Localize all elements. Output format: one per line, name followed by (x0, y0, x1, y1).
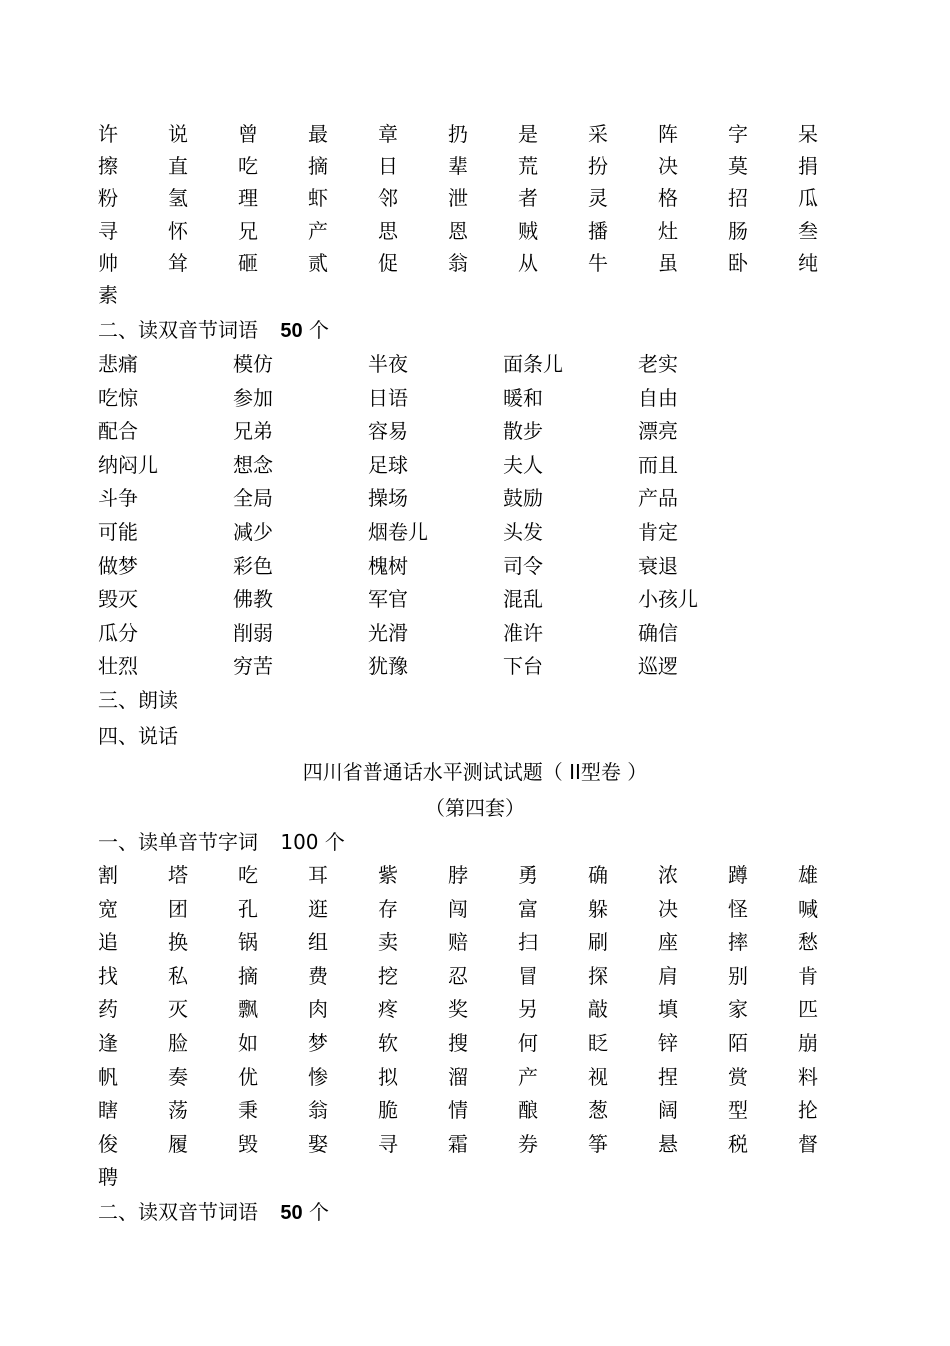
word-cell: 而且 (638, 452, 678, 477)
char-cell: 寻 (98, 218, 118, 243)
char-cell: 摔 (728, 930, 748, 955)
char-cell: 填 (658, 997, 678, 1022)
char-cell: 阵 (658, 122, 678, 146)
word-cell: 漂亮 (638, 419, 678, 444)
heading-text: 一、读单音节字词 (98, 830, 258, 854)
heading-unit: 个 (324, 830, 345, 854)
char-cell: 费 (308, 963, 328, 988)
char-cell: 组 (308, 930, 328, 955)
char-cell: 雄 (798, 863, 818, 887)
char-cell: 找 (98, 963, 118, 988)
char-cell: 探 (588, 963, 608, 988)
char-cell: 紫 (378, 863, 398, 887)
word-cell: 兄弟 (233, 419, 273, 444)
char-cell: 刷 (588, 930, 608, 955)
char-cell: 视 (588, 1064, 608, 1089)
word-cell: 纳闷儿 (98, 452, 158, 477)
char-cell: 瓜 (798, 186, 818, 211)
word-cell: 下台 (503, 654, 543, 679)
char-cell: 灵 (588, 186, 608, 211)
word-cell: 半夜 (368, 352, 408, 376)
char-cell: 聘 (98, 1165, 118, 1190)
char-cell: 摘 (238, 963, 258, 988)
char-cell: 捐 (798, 154, 818, 179)
char-cell: 促 (378, 250, 398, 275)
char-cell: 吃 (238, 154, 258, 179)
word-cell: 小孩儿 (638, 587, 698, 612)
char-cell: 脆 (378, 1098, 398, 1123)
heading-single-syllable (98, 828, 345, 856)
char-cell: 寻 (378, 1131, 398, 1156)
char-cell: 抡 (798, 1098, 818, 1123)
char-cell: 何 (518, 1031, 538, 1055)
char-cell: 匹 (798, 997, 818, 1022)
char-cell: 格 (658, 186, 678, 211)
char-cell: 肠 (728, 218, 748, 243)
word-cell: 斗争 (98, 486, 138, 511)
word-cell: 全局 (233, 486, 273, 511)
char-cell: 割 (98, 863, 118, 887)
char-cell: 曾 (238, 122, 258, 146)
word-cell: 产品 (638, 486, 678, 511)
word-cell: 壮烈 (98, 654, 138, 679)
word-cell: 做梦 (98, 553, 138, 578)
word-cell: 司令 (503, 553, 543, 578)
char-cell: 肩 (658, 963, 678, 988)
char-cell: 耳 (308, 863, 328, 887)
char-cell: 挖 (378, 963, 398, 988)
char-cell: 呆 (798, 122, 818, 146)
char-cell: 日 (378, 154, 398, 179)
heading-text: 二、读双音节词语 (98, 1200, 258, 1224)
char-cell: 章 (378, 122, 398, 146)
char-cell: 溜 (448, 1064, 468, 1089)
char-cell: 拟 (378, 1064, 398, 1089)
char-cell: 孔 (238, 896, 258, 921)
char-cell: 播 (588, 218, 608, 243)
word-cell: 模仿 (233, 352, 273, 376)
char-cell: 愁 (798, 930, 818, 955)
word-cell: 瓜分 (98, 620, 138, 645)
char-cell: 邻 (378, 186, 398, 211)
test-subtitle: （第四套） (425, 796, 525, 820)
char-cell: 耸 (168, 250, 188, 275)
char-cell: 从 (518, 250, 538, 275)
char-cell: 悬 (658, 1131, 678, 1156)
char-cell: 决 (658, 154, 678, 179)
char-cell: 宽 (98, 896, 118, 921)
char-cell: 奏 (168, 1064, 188, 1089)
word-cell: 自由 (638, 385, 678, 410)
word-cell: 容易 (368, 419, 408, 444)
test-title: 四川省普通话水平测试试题（ II型卷 ） (302, 760, 648, 784)
char-cell: 座 (658, 930, 678, 955)
char-cell: 辈 (448, 154, 468, 179)
char-cell: 粉 (98, 186, 118, 211)
char-cell: 帆 (98, 1064, 118, 1089)
char-cell: 敲 (588, 997, 608, 1022)
word-cell: 配合 (98, 419, 138, 444)
char-cell: 卖 (378, 930, 398, 955)
char-cell: 如 (238, 1031, 258, 1055)
char-cell: 虾 (308, 186, 328, 211)
char-cell: 履 (168, 1131, 188, 1156)
char-cell: 霜 (448, 1131, 468, 1156)
char-cell: 药 (98, 997, 118, 1022)
heading-count: 50 (280, 320, 303, 342)
char-cell: 飘 (238, 997, 258, 1022)
char-cell: 叁 (798, 218, 818, 243)
char-cell: 眨 (588, 1031, 608, 1055)
char-cell: 素 (98, 283, 118, 307)
char-cell: 喊 (798, 896, 818, 921)
char-cell: 扮 (588, 154, 608, 179)
word-cell: 槐树 (368, 553, 408, 578)
char-cell: 脖 (448, 863, 468, 887)
char-cell: 肉 (308, 997, 328, 1022)
word-cell: 想念 (233, 452, 273, 477)
char-cell: 躲 (588, 896, 608, 921)
char-cell: 陌 (728, 1031, 748, 1055)
char-cell: 俊 (98, 1131, 118, 1156)
word-cell: 确信 (638, 620, 678, 645)
word-cell: 足球 (368, 452, 408, 477)
char-cell: 肯 (798, 963, 818, 988)
word-cell: 巡逻 (638, 654, 678, 679)
char-cell: 另 (518, 997, 538, 1022)
char-cell: 扔 (448, 122, 468, 146)
char-cell: 别 (728, 963, 748, 988)
char-cell: 思 (378, 218, 398, 243)
char-cell: 卧 (728, 250, 748, 275)
char-cell: 塔 (168, 863, 188, 887)
heading-count: 100 (280, 830, 319, 854)
char-cell: 富 (518, 896, 538, 921)
word-cell: 日语 (368, 385, 408, 410)
word-cell: 吃惊 (98, 385, 138, 410)
char-cell: 最 (308, 122, 328, 146)
heading-count: 50 (280, 1202, 303, 1224)
char-cell: 者 (518, 186, 538, 211)
char-cell: 恩 (448, 218, 468, 243)
char-cell: 脸 (168, 1031, 188, 1055)
char-cell: 翁 (448, 250, 468, 275)
char-cell: 阔 (658, 1098, 678, 1123)
word-cell: 削弱 (233, 620, 273, 645)
word-cell: 暖和 (503, 385, 543, 410)
char-cell: 私 (168, 963, 188, 988)
char-cell: 酿 (518, 1098, 538, 1123)
word-cell: 参加 (233, 385, 273, 410)
char-cell: 泄 (448, 186, 468, 211)
char-cell: 料 (798, 1064, 818, 1089)
char-cell: 券 (518, 1131, 538, 1156)
char-cell: 贰 (308, 250, 328, 275)
char-cell: 扫 (518, 930, 538, 955)
char-cell: 筝 (588, 1131, 608, 1156)
char-cell: 软 (378, 1031, 398, 1055)
char-cell: 蹲 (728, 863, 748, 887)
char-cell: 督 (798, 1131, 818, 1156)
char-cell: 梦 (308, 1031, 328, 1055)
char-cell: 虽 (658, 250, 678, 275)
char-cell: 闯 (448, 896, 468, 921)
word-cell: 穷苦 (233, 654, 273, 679)
heading-unit: 个 (308, 1200, 329, 1224)
heading-two-syllable-words-b (98, 1198, 329, 1226)
char-cell: 团 (168, 896, 188, 921)
word-cell: 老实 (638, 352, 678, 376)
heading-speaking: 四、说话 (98, 724, 178, 748)
char-cell: 荒 (518, 154, 538, 179)
char-cell: 型 (728, 1098, 748, 1123)
char-cell: 疼 (378, 997, 398, 1022)
char-cell: 产 (518, 1064, 538, 1089)
word-cell: 混乱 (503, 587, 543, 612)
heading-reading: 三、朗读 (98, 688, 178, 712)
char-cell: 毁 (238, 1131, 258, 1156)
char-cell: 纯 (798, 250, 818, 275)
char-cell: 税 (728, 1131, 748, 1156)
char-cell: 直 (168, 154, 188, 179)
char-cell: 贼 (518, 218, 538, 243)
char-cell: 决 (658, 896, 678, 921)
heading-two-syllable-words (98, 316, 329, 344)
char-cell: 摘 (308, 154, 328, 179)
char-cell: 赏 (728, 1064, 748, 1089)
heading-unit: 个 (308, 318, 329, 342)
char-cell: 奖 (448, 997, 468, 1022)
char-cell: 逢 (98, 1031, 118, 1055)
word-cell: 光滑 (368, 620, 408, 645)
char-cell: 怀 (168, 218, 188, 243)
char-cell: 冒 (518, 963, 538, 988)
char-cell: 秉 (238, 1098, 258, 1123)
word-cell: 犹豫 (368, 654, 408, 679)
char-cell: 锅 (238, 930, 258, 955)
word-cell: 彩色 (233, 553, 273, 578)
char-cell: 说 (168, 122, 188, 146)
word-cell: 肯定 (638, 520, 678, 544)
char-cell: 逛 (308, 896, 328, 921)
char-cell: 换 (168, 930, 188, 955)
char-cell: 砸 (238, 250, 258, 275)
word-cell: 头发 (503, 520, 543, 544)
word-cell: 减少 (233, 520, 273, 544)
char-cell: 捏 (658, 1064, 678, 1089)
char-cell: 惨 (308, 1064, 328, 1089)
char-cell: 浓 (658, 863, 678, 887)
char-cell: 怪 (728, 896, 748, 921)
char-cell: 家 (728, 997, 748, 1022)
word-cell: 鼓励 (503, 486, 543, 511)
char-cell: 优 (238, 1064, 258, 1089)
word-cell: 毁灭 (98, 587, 138, 612)
char-cell: 葱 (588, 1098, 608, 1123)
word-cell: 军官 (368, 587, 408, 612)
word-cell: 准许 (503, 620, 543, 645)
char-cell: 赔 (448, 930, 468, 955)
char-cell: 牛 (588, 250, 608, 275)
char-cell: 采 (588, 122, 608, 146)
char-cell: 吃 (238, 863, 258, 887)
char-cell: 忍 (448, 963, 468, 988)
word-cell: 悲痛 (98, 352, 138, 376)
char-cell: 招 (728, 186, 748, 211)
char-cell: 情 (448, 1098, 468, 1123)
word-cell: 佛教 (233, 587, 273, 612)
char-cell: 崩 (798, 1031, 818, 1055)
word-cell: 衰退 (638, 553, 678, 578)
char-cell: 擦 (98, 154, 118, 179)
char-cell: 搜 (448, 1031, 468, 1055)
char-cell: 娶 (308, 1131, 328, 1156)
char-cell: 锌 (658, 1031, 678, 1055)
char-cell: 存 (378, 896, 398, 921)
char-cell: 许 (98, 122, 118, 146)
word-cell: 夫人 (503, 452, 543, 477)
word-cell: 烟卷儿 (368, 520, 428, 544)
char-cell: 莫 (728, 154, 748, 179)
char-cell: 氢 (168, 186, 188, 211)
word-cell: 面条儿 (503, 352, 563, 376)
char-cell: 兄 (238, 218, 258, 243)
char-cell: 灭 (168, 997, 188, 1022)
word-cell: 可能 (98, 520, 138, 544)
char-cell: 产 (308, 218, 328, 243)
heading-text: 二、读双音节词语 (98, 318, 258, 342)
char-cell: 确 (588, 863, 608, 887)
word-cell: 散步 (503, 419, 543, 444)
char-cell: 是 (518, 122, 538, 146)
char-cell: 追 (98, 930, 118, 955)
char-cell: 帅 (98, 250, 118, 275)
char-cell: 翁 (308, 1098, 328, 1123)
char-cell: 瞎 (98, 1098, 118, 1123)
char-cell: 理 (238, 186, 258, 211)
char-cell: 荡 (168, 1098, 188, 1123)
char-cell: 字 (728, 122, 748, 146)
char-cell: 勇 (518, 863, 538, 887)
char-cell: 灶 (658, 218, 678, 243)
word-cell: 操场 (368, 486, 408, 511)
